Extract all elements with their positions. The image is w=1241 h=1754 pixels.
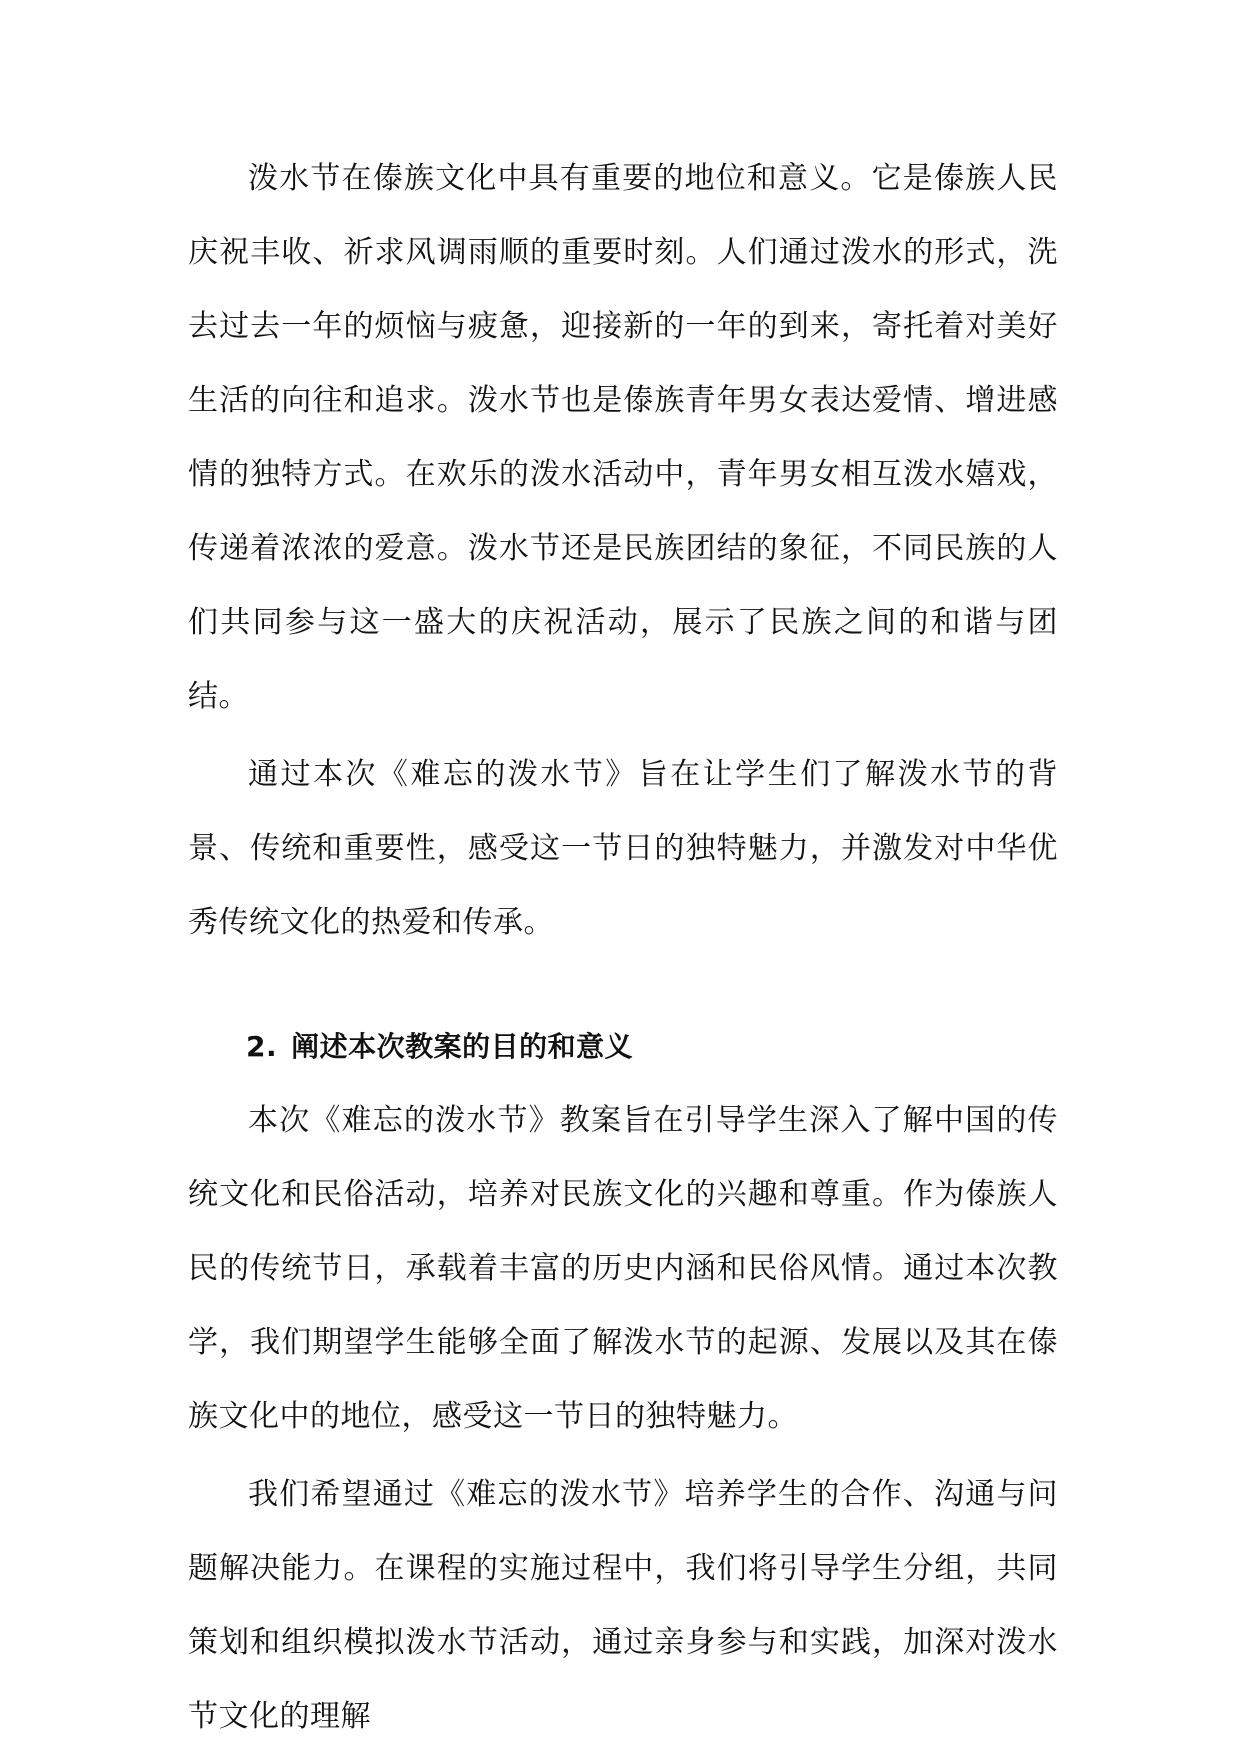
paragraph-lesson-purpose: 通过本次《难忘的泼水节》旨在让学生们了解泼水节的背景、传统和重要性，感受这一节日的独特魅力，并激发对中华优秀传统文化的热爱和传承。 xyxy=(188,757,1058,940)
section-number: 2. xyxy=(246,1030,278,1063)
section-heading xyxy=(188,1010,1058,1084)
document-body xyxy=(188,142,1058,1754)
paragraph-skills-cultivation: 我们希望通过《难忘的泼水节》培养学生的合作、沟通与问题解决能力。在课程的实施过程中，我们将引导学生分组，共同策划和组织模拟泼水节活动，通过亲身参与和实践，加深对泼水节文化的理解 xyxy=(188,1477,1058,1734)
paragraph-lesson-goals: 本次《难忘的泼水节》教案旨在引导学生深入了解中国的传统文化和民俗活动，培养对民族文化的兴趣和尊重。作为傣族人民的传统节日，承载着丰富的历史内涵和民俗风情。通过本次教学，我们期望学生能够全面了解泼水节的起源、发展以及其在傣族文化中的地位，感受这一节日的独特魅力。 xyxy=(188,1103,1058,1434)
paragraph-festival-significance: 泼水节在傣族文化中具有重要的地位和意义。它是傣族人民庆祝丰收、祈求风调雨顺的重要时刻。人们通过泼水的形式，洗去过去一年的烦恼与疲惫，迎接新的一年的到来，寄托着对美好生活的向往和追求。泼水节也是傣族青年男女表达爱情、增进感情的独特方式。在欢乐的泼水活动中，青年男女相互泼水嬉戏，传递着浓浓的爱意。泼水节还是民族团结的象征，不同民族的人们共同参与这一盛大的庆祝活动，展示了民族之间的和谐与团结。 xyxy=(188,161,1058,714)
section-title: 阐述本次教案的目的和意义 xyxy=(291,1030,634,1063)
